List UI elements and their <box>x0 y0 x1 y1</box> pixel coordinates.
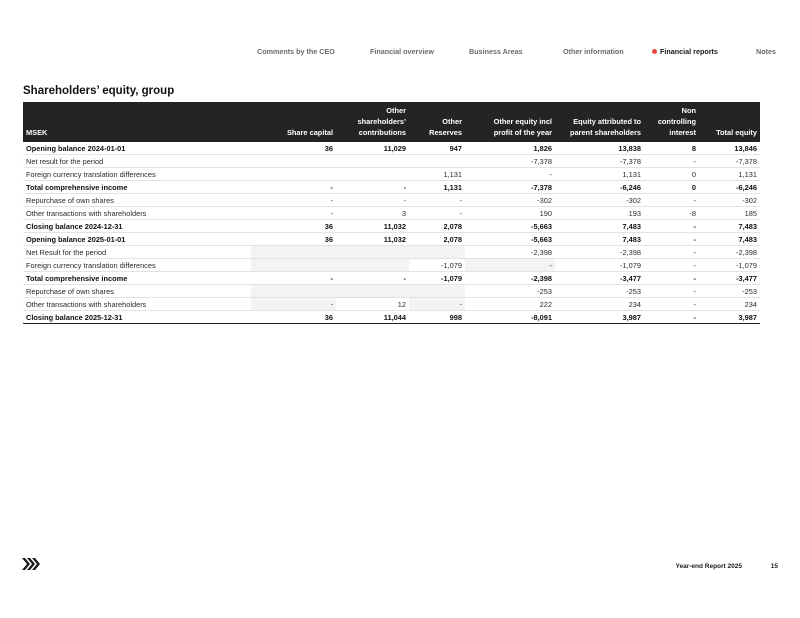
table-cell <box>251 285 336 298</box>
table-row <box>23 285 760 298</box>
row-label-cell: Total comprehensive income <box>23 272 251 285</box>
table-cell: 1,131 <box>555 168 644 181</box>
table-cell: - <box>251 298 336 311</box>
table-row <box>23 272 760 285</box>
table-cell: 0 <box>644 168 699 181</box>
table-cell: - <box>644 246 699 259</box>
table-cell: 7,483 <box>555 233 644 246</box>
table-cell: - <box>251 272 336 285</box>
table-cell: - <box>644 298 699 311</box>
table-cell <box>251 259 336 272</box>
table-row <box>23 168 760 181</box>
table-cell: -2,398 <box>699 246 760 259</box>
footer-report-name: Year-end Report 2025 <box>675 563 742 570</box>
page-title: Shareholders’ equity, group <box>23 85 175 97</box>
table-cell: -8 <box>644 207 699 220</box>
table-cell: 2,078 <box>409 233 465 246</box>
table-cell <box>336 155 409 168</box>
nav-item-other-information[interactable] <box>563 47 624 57</box>
table-cell <box>409 285 465 298</box>
table-cell: - <box>336 181 409 194</box>
nav-item-business-areas[interactable] <box>469 47 523 57</box>
table-cell: 190 <box>465 207 555 220</box>
table-cell: 36 <box>251 220 336 233</box>
table-cell <box>251 168 336 181</box>
row-label-cell: Opening balance 2025-01-01 <box>23 233 251 246</box>
table-cell: -1,079 <box>409 272 465 285</box>
table-cell: 8 <box>644 142 699 155</box>
table-cell: 11,029 <box>336 142 409 155</box>
table-cell: - <box>644 259 699 272</box>
table-header-row <box>23 102 760 142</box>
table-cell: - <box>409 207 465 220</box>
table-cell: - <box>644 272 699 285</box>
table-cell: -253 <box>465 285 555 298</box>
table-cell: 7,483 <box>555 220 644 233</box>
table-cell: 1,131 <box>409 181 465 194</box>
table-cell: -253 <box>699 285 760 298</box>
table-cell: -3,477 <box>555 272 644 285</box>
row-label-cell: Repurchase of own shares <box>23 285 251 298</box>
table-row <box>23 181 760 194</box>
table-row <box>23 259 760 272</box>
table-cell: - <box>644 233 699 246</box>
page-number: 15 <box>770 563 778 570</box>
nav-item-financial-reports[interactable] <box>652 47 718 57</box>
table-cell <box>251 246 336 259</box>
table-cell: - <box>644 194 699 207</box>
table-body <box>23 142 760 324</box>
nav-item-label: Comments by the CEO <box>257 47 335 56</box>
table-cell: -1,079 <box>409 259 465 272</box>
table-cell: 12 <box>336 298 409 311</box>
table-cell: -5,663 <box>465 220 555 233</box>
nav-item-label: Business Areas <box>469 47 523 56</box>
table-cell: 1,131 <box>409 168 465 181</box>
table-cell: -302 <box>555 194 644 207</box>
table-cell: 36 <box>251 311 336 324</box>
table-cell: -2,398 <box>555 246 644 259</box>
table-cell <box>251 155 336 168</box>
table-cell: -1,079 <box>555 259 644 272</box>
table-row <box>23 207 760 220</box>
table-cell: 234 <box>699 298 760 311</box>
column-header: Other Reserves <box>409 102 465 142</box>
equity-table <box>23 102 760 324</box>
table-row <box>23 246 760 259</box>
table-row <box>23 233 760 246</box>
table-cell: - <box>251 207 336 220</box>
table-cell: 222 <box>465 298 555 311</box>
table-cell: -7,378 <box>699 155 760 168</box>
table-cell: - <box>644 311 699 324</box>
table-cell: 947 <box>409 142 465 155</box>
table-cell: 0 <box>644 181 699 194</box>
column-header: Non controlling interest <box>644 102 699 142</box>
table-cell <box>336 168 409 181</box>
table-cell: 36 <box>251 233 336 246</box>
active-dot-icon <box>652 49 657 54</box>
table-cell: -302 <box>465 194 555 207</box>
table-row <box>23 298 760 311</box>
table-cell: 193 <box>555 207 644 220</box>
table-cell: -302 <box>699 194 760 207</box>
table-cell: - <box>251 194 336 207</box>
row-label-cell: Closing balance 2025-12-31 <box>23 311 251 324</box>
nav-item-label: Notes <box>756 47 776 56</box>
table-cell: 11,032 <box>336 220 409 233</box>
table-cell: - <box>644 285 699 298</box>
table-cell: 3,987 <box>555 311 644 324</box>
table-cell: -7,378 <box>555 155 644 168</box>
table-cell: -2,398 <box>465 272 555 285</box>
table-cell: -7,378 <box>465 155 555 168</box>
table-cell: -3,477 <box>699 272 760 285</box>
column-header: Other equity incl profit of the year <box>465 102 555 142</box>
table-row <box>23 220 760 233</box>
table-cell: - <box>409 298 465 311</box>
table-cell: 3,987 <box>699 311 760 324</box>
table-cell: 13,846 <box>699 142 760 155</box>
column-header: Other shareholders’ contributions <box>336 102 409 142</box>
column-header: Total equity <box>699 102 760 142</box>
table-cell <box>336 246 409 259</box>
table-cell: 998 <box>409 311 465 324</box>
column-header: Equity attributed to parent shareholders <box>555 102 644 142</box>
row-label-cell: Closing balance 2024-12-31 <box>23 220 251 233</box>
row-label-cell: Total comprehensive income <box>23 181 251 194</box>
table-cell: -5,663 <box>465 233 555 246</box>
table-row <box>23 142 760 155</box>
table-cell: 11,032 <box>336 233 409 246</box>
table-cell: 234 <box>555 298 644 311</box>
table-cell: - <box>465 168 555 181</box>
nav-item-label: Financial reports <box>660 47 718 56</box>
table-cell: -8,091 <box>465 311 555 324</box>
table-cell: - <box>251 181 336 194</box>
table-cell: 1,826 <box>465 142 555 155</box>
table-cell: - <box>465 259 555 272</box>
table-cell: 3 <box>336 207 409 220</box>
table-cell: 36 <box>251 142 336 155</box>
column-header: MSEK <box>23 102 251 142</box>
table-row <box>23 311 760 324</box>
row-label-cell: Foreign currency translation differences <box>23 259 251 272</box>
table-cell: 185 <box>699 207 760 220</box>
table-cell <box>409 246 465 259</box>
table-cell: 13,838 <box>555 142 644 155</box>
table-cell: - <box>336 194 409 207</box>
table-cell: 7,483 <box>699 220 760 233</box>
table-cell <box>336 285 409 298</box>
table-cell: -6,246 <box>699 181 760 194</box>
table-cell: -1,079 <box>699 259 760 272</box>
row-label-cell: Net result for the period <box>23 155 251 168</box>
nav-item-financial-overview[interactable] <box>370 47 434 57</box>
row-label-cell: Other transactions with shareholders <box>23 207 251 220</box>
table-cell: 7,483 <box>699 233 760 246</box>
row-label-cell: Repurchase of own shares <box>23 194 251 207</box>
company-logo-icon <box>22 558 40 570</box>
nav-item-notes[interactable] <box>756 47 776 57</box>
table-cell: 11,044 <box>336 311 409 324</box>
table-cell: - <box>644 220 699 233</box>
nav-item-label: Financial overview <box>370 47 434 56</box>
row-label-cell: Net Result for the period <box>23 246 251 259</box>
table-row <box>23 155 760 168</box>
table-cell: -253 <box>555 285 644 298</box>
row-label-cell: Other transactions with shareholders <box>23 298 251 311</box>
row-label-cell: Opening balance 2024-01-01 <box>23 142 251 155</box>
column-header: Share capital <box>251 102 336 142</box>
table-cell: - <box>644 155 699 168</box>
table-cell: - <box>336 272 409 285</box>
table-cell: - <box>409 194 465 207</box>
table-row <box>23 194 760 207</box>
nav-item-label: Other information <box>563 47 624 56</box>
table-cell: -6,246 <box>555 181 644 194</box>
top-navigation <box>0 47 800 59</box>
table-cell <box>409 155 465 168</box>
table-cell: -7,378 <box>465 181 555 194</box>
nav-item-comments-by-ceo[interactable] <box>257 47 335 57</box>
table-cell: 2,078 <box>409 220 465 233</box>
table-cell: -2,398 <box>465 246 555 259</box>
table-cell <box>336 259 409 272</box>
row-label-cell: Foreign currency translation differences <box>23 168 251 181</box>
table-cell: 1,131 <box>699 168 760 181</box>
